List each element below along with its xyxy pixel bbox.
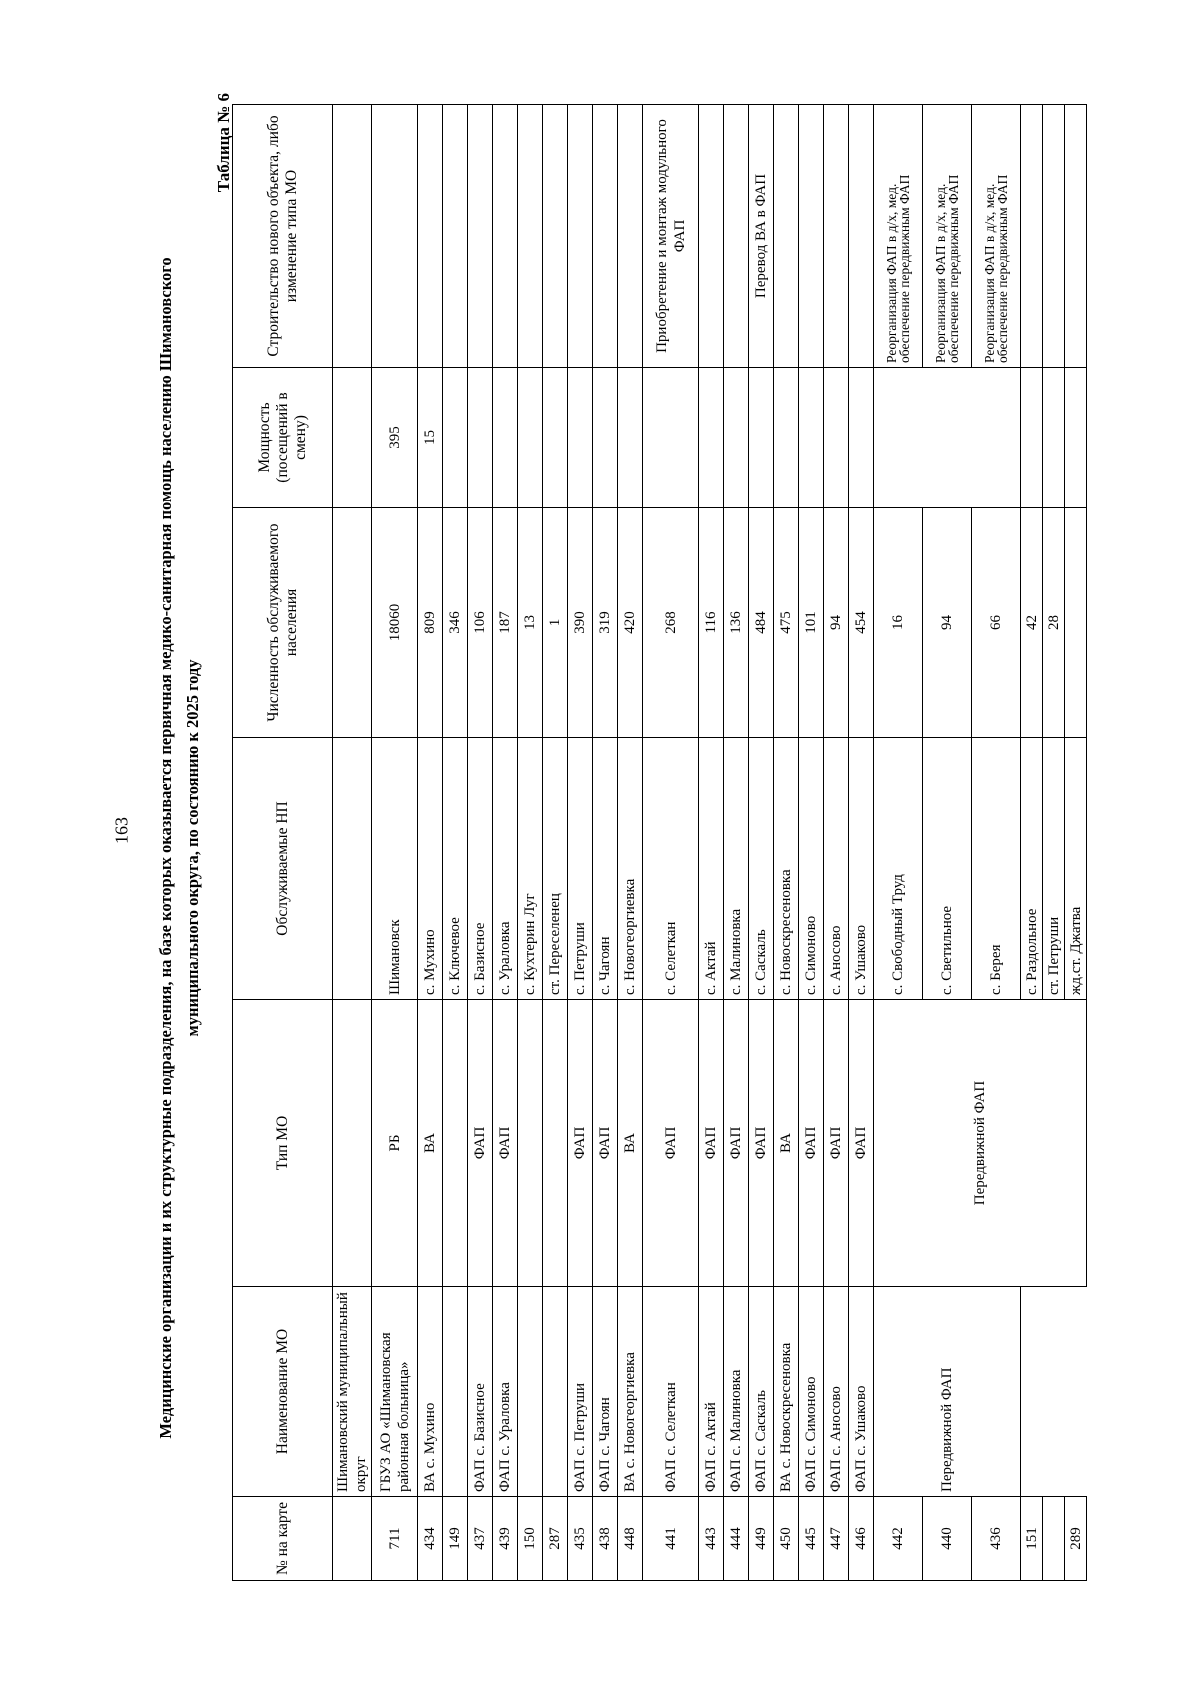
cell-capacity: 395 (372, 368, 418, 508)
cell-name: ФАП с. Малиновка (724, 1287, 749, 1497)
cell-population: 94 (824, 508, 849, 738)
cell-settlement: с. Новоскресеновка (774, 738, 799, 1000)
cell-type: ФАП (643, 1000, 699, 1287)
cell-construction (618, 105, 643, 368)
cell-settlement: с. Ключевое (443, 738, 468, 1000)
cell-capacity (874, 368, 1021, 508)
cell-population: 809 (418, 508, 443, 738)
cell-map-no: 149 (443, 1497, 468, 1581)
cell-construction (493, 105, 518, 368)
document-heading (152, 123, 206, 1573)
cell-map-no: 434 (418, 1497, 443, 1581)
cell-capacity: 15 (418, 368, 443, 508)
cell-map-no: 447 (824, 1497, 849, 1581)
cell-construction: Перевод ВА в ФАП (749, 105, 774, 368)
table-row (874, 105, 923, 1581)
cell-construction (418, 105, 443, 368)
cell-map-no: 450 (774, 1497, 799, 1581)
table-row (618, 105, 643, 1581)
cell-capacity (774, 368, 799, 508)
cell-settlement: с. Светильное (923, 738, 972, 1000)
table-row (518, 105, 543, 1581)
cell-map-no (333, 1497, 372, 1581)
heading-line-1: Медицинские организации и их структурные подразделения, на базе которых оказывается первичная медико-санитарная помощь населению Шимановского (156, 257, 175, 1439)
cell-population: 106 (468, 508, 493, 738)
table-row (849, 105, 874, 1581)
table-row (568, 105, 593, 1581)
cell-type: ВА (774, 1000, 799, 1287)
cell-population: 346 (443, 508, 468, 738)
table-row (543, 105, 568, 1581)
cell-population: 475 (774, 508, 799, 738)
cell-name: Передвижной ФАП (874, 1287, 1021, 1497)
cell-population: 390 (568, 508, 593, 738)
cell-construction (849, 105, 874, 368)
cell-name: ВА с. Новогеоргиевка (618, 1287, 643, 1497)
cell-population: 268 (643, 508, 699, 738)
cell-map-no: 443 (699, 1497, 724, 1581)
table-row (443, 105, 468, 1581)
cell-name: ФАП с. Селеткан (643, 1287, 699, 1497)
cell-settlement: ст. Переселенец (543, 738, 568, 1000)
cell-population: 101 (799, 508, 824, 738)
cell-population: 1 (543, 508, 568, 738)
cell-type (333, 1000, 372, 1287)
cell-map-no: 446 (849, 1497, 874, 1581)
cell-construction (443, 105, 468, 368)
cell-population: 136 (724, 508, 749, 738)
header-settlements: Обслуживаемые НП (233, 738, 333, 1000)
cell-name: ГБУЗ АО «Шимановская районная больница» (372, 1287, 418, 1497)
table-row (1043, 105, 1065, 1581)
cell-capacity (699, 368, 724, 508)
cell-capacity (543, 368, 568, 508)
cell-map-no: 445 (799, 1497, 824, 1581)
cell-capacity (443, 368, 468, 508)
cell-map-no: 289 (1065, 1497, 1087, 1581)
cell-settlement: с. Раздольное (1021, 738, 1043, 1000)
medical-organizations-table (232, 104, 1087, 1581)
cell-name (1021, 1287, 1043, 1497)
table-row (824, 105, 849, 1581)
cell-capacity (824, 368, 849, 508)
cell-name: ФАП с. Базисное (468, 1287, 493, 1497)
cell-map-no: 438 (593, 1497, 618, 1581)
cell-settlement: с. Базисное (468, 738, 493, 1000)
cell-map-no: 449 (749, 1497, 774, 1581)
cell-name: ФАП с. Ушаково (849, 1287, 874, 1497)
cell-capacity (849, 368, 874, 508)
cell-name: ФАП с. Ураловка (493, 1287, 518, 1497)
header-capacity: Мощность (посещений в смену) (233, 368, 333, 508)
cell-type: РБ (372, 1000, 418, 1287)
cell-construction (372, 105, 418, 368)
cell-construction: Реорганизация ФАП в д/х, мед. обеспечение передвижным ФАП (874, 105, 923, 368)
cell-settlement: с. Мухино (418, 738, 443, 1000)
cell-name: ФАП с. Чагоян (593, 1287, 618, 1497)
cell-population: 319 (593, 508, 618, 738)
cell-capacity (643, 368, 699, 508)
cell-construction (824, 105, 849, 368)
table-header-row (233, 105, 333, 1581)
cell-name (543, 1287, 568, 1497)
header-name: Наименование МО (233, 1287, 333, 1497)
cell-name: ФАП с. Аносово (824, 1287, 849, 1497)
cell-map-no: 437 (468, 1497, 493, 1581)
page-number: 163 (111, 817, 132, 844)
table-row (1065, 105, 1087, 1581)
cell-construction: Реорганизация ФАП в д/х, мед. обеспечение передвижным ФАП (972, 105, 1021, 368)
cell-map-no: 436 (972, 1497, 1021, 1581)
table-row (593, 105, 618, 1581)
cell-map-no: 287 (543, 1497, 568, 1581)
cell-settlement (333, 738, 372, 1000)
header-population: Численность обслуживаемого населения (233, 508, 333, 738)
cell-population: 16 (874, 508, 923, 738)
cell-capacity (568, 368, 593, 508)
cell-capacity (799, 368, 824, 508)
cell-population: 116 (699, 508, 724, 738)
cell-name: ФАП с. Саскаль (749, 1287, 774, 1497)
cell-population: 18060 (372, 508, 418, 738)
cell-type: ВА (418, 1000, 443, 1287)
cell-population (1065, 508, 1087, 738)
cell-population: 42 (1021, 508, 1043, 738)
cell-construction (568, 105, 593, 368)
cell-name (1065, 1287, 1087, 1497)
cell-map-no: 151 (1021, 1497, 1043, 1581)
cell-settlement: с. Аносово (824, 738, 849, 1000)
cell-name (1043, 1287, 1065, 1497)
cell-capacity (1065, 368, 1087, 508)
cell-construction: Реорганизация ФАП в д/х, мед. обеспечение передвижным ФАП (923, 105, 972, 368)
table-row (1021, 105, 1043, 1581)
cell-population: 94 (923, 508, 972, 738)
table-row (799, 105, 824, 1581)
cell-map-no: 150 (518, 1497, 543, 1581)
cell-population (333, 508, 372, 738)
cell-type: ФАП (799, 1000, 824, 1287)
cell-capacity (593, 368, 618, 508)
cell-settlement: ст. Петруши (1043, 738, 1065, 1000)
cell-settlement: с. Ушаково (849, 738, 874, 1000)
cell-type: ВА (618, 1000, 643, 1287)
cell-type (518, 1000, 543, 1287)
cell-construction: Приобретение и монтаж модульного ФАП (643, 105, 699, 368)
table-row (468, 105, 493, 1581)
cell-map-no: 441 (643, 1497, 699, 1581)
table-row (493, 105, 518, 1581)
table-row (749, 105, 774, 1581)
cell-population: 28 (1043, 508, 1065, 738)
cell-settlement: с. Чагоян (593, 738, 618, 1000)
heading-line-2: муниципального округа, по состоянию к 2025 году (183, 659, 202, 1037)
cell-settlement: жд.ст. Джатва (1065, 738, 1087, 1000)
cell-capacity (1021, 368, 1043, 508)
cell-construction (333, 105, 372, 368)
cell-capacity (749, 368, 774, 508)
cell-settlement: с. Симоново (799, 738, 824, 1000)
cell-type: Передвижной ФАП (874, 1000, 1087, 1287)
cell-capacity (493, 368, 518, 508)
cell-map-no: 444 (724, 1497, 749, 1581)
cell-map-no (1043, 1497, 1065, 1581)
cell-construction (699, 105, 724, 368)
cell-type (543, 1000, 568, 1287)
cell-population: 484 (749, 508, 774, 738)
cell-population: 454 (849, 508, 874, 738)
cell-settlement: с. Свободный Труд (874, 738, 923, 1000)
cell-map-no: 439 (493, 1497, 518, 1581)
cell-map-no: 442 (874, 1497, 923, 1581)
cell-name: ФАП с. Петруши (568, 1287, 593, 1497)
cell-capacity (618, 368, 643, 508)
cell-settlement: с. Берея (972, 738, 1021, 1000)
cell-population: 66 (972, 508, 1021, 738)
table-row (333, 105, 372, 1581)
table-row (372, 105, 418, 1581)
cell-name: ВА с. Мухино (418, 1287, 443, 1497)
cell-type: ФАП (749, 1000, 774, 1287)
cell-settlement: с. Петруши (568, 738, 593, 1000)
cell-settlement: с. Кухтерин Луг (518, 738, 543, 1000)
header-map-no: № на карте (233, 1497, 333, 1581)
cell-population: 420 (618, 508, 643, 738)
cell-population: 187 (493, 508, 518, 738)
cell-name: ФАП с. Актай (699, 1287, 724, 1497)
cell-map-no: 711 (372, 1497, 418, 1581)
cell-type: ФАП (568, 1000, 593, 1287)
table-row (643, 105, 699, 1581)
cell-capacity (468, 368, 493, 508)
cell-construction (1021, 105, 1043, 368)
cell-capacity (333, 368, 372, 508)
header-construction: Строительство нового объекта, либо изменение типа МО (233, 105, 333, 368)
cell-capacity (518, 368, 543, 508)
cell-settlement: с. Актай (699, 738, 724, 1000)
cell-settlement: с. Саскаль (749, 738, 774, 1000)
cell-construction (468, 105, 493, 368)
table-caption: Таблица № 6 (214, 93, 233, 193)
cell-settlement: Шимановск (372, 738, 418, 1000)
cell-construction (724, 105, 749, 368)
cell-map-no: 435 (568, 1497, 593, 1581)
cell-name (518, 1287, 543, 1497)
cell-capacity (724, 368, 749, 508)
cell-type: ФАП (493, 1000, 518, 1287)
cell-capacity (1043, 368, 1065, 508)
cell-type: ФАП (468, 1000, 493, 1287)
cell-name: ФАП с. Симоново (799, 1287, 824, 1497)
cell-construction (1043, 105, 1065, 368)
cell-type: ФАП (724, 1000, 749, 1287)
cell-construction (518, 105, 543, 368)
cell-type: ФАП (824, 1000, 849, 1287)
cell-map-no: 440 (923, 1497, 972, 1581)
cell-construction (543, 105, 568, 368)
cell-construction (799, 105, 824, 368)
cell-settlement: с. Новогеоргиевка (618, 738, 643, 1000)
cell-settlement: с. Селеткан (643, 738, 699, 1000)
table-row (418, 105, 443, 1581)
cell-settlement: с. Ураловка (493, 738, 518, 1000)
header-type: Тип МО (233, 1000, 333, 1287)
table-row (724, 105, 749, 1581)
cell-type: ФАП (699, 1000, 724, 1287)
cell-map-no: 448 (618, 1497, 643, 1581)
cell-settlement: с. Малиновка (724, 738, 749, 1000)
cell-name: Шимановский муниципальный округ (333, 1287, 372, 1497)
cell-type: ФАП (593, 1000, 618, 1287)
cell-name: ВА с. Новоскресеновка (774, 1287, 799, 1497)
cell-construction (593, 105, 618, 368)
cell-type: ФАП (849, 1000, 874, 1287)
cell-name (443, 1287, 468, 1497)
cell-construction (774, 105, 799, 368)
cell-population: 13 (518, 508, 543, 738)
table-row (774, 105, 799, 1581)
cell-construction (1065, 105, 1087, 368)
table-row (699, 105, 724, 1581)
cell-type (443, 1000, 468, 1287)
